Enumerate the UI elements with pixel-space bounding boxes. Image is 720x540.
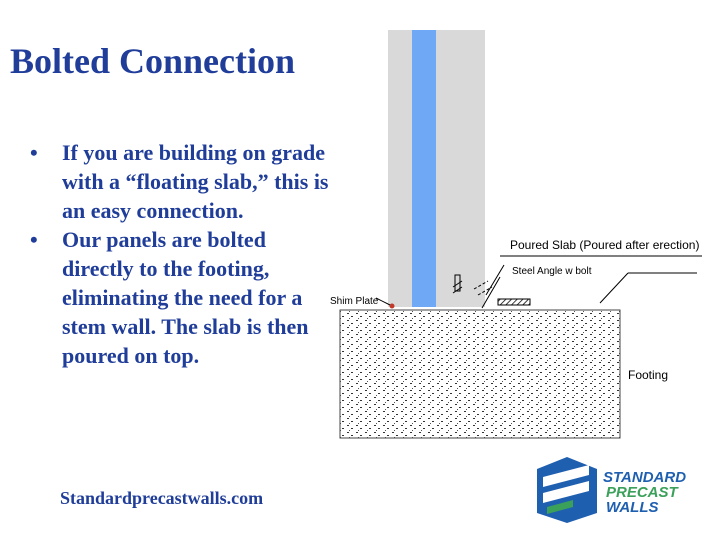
footer-website-link[interactable]: Standardprecastwalls.com <box>60 488 264 508</box>
steel-angle-label: Steel Angle w bolt <box>512 266 592 277</box>
precast-wall-panel <box>388 30 485 307</box>
bolted-connection-diagram <box>310 25 710 445</box>
logo-line-standard: STANDARD <box>603 469 687 486</box>
footing-label: Footing <box>628 368 669 382</box>
bullet-icon: • <box>30 227 38 252</box>
logo-line-walls: WALLS <box>606 499 659 516</box>
shim-plate-icon <box>390 304 395 309</box>
logo-line-precast: PRECAST <box>606 484 678 501</box>
shim-plate-label: Shim Plate <box>330 296 379 307</box>
logo-mark-icon <box>537 457 597 523</box>
bullet-item <box>30 225 330 370</box>
bullet-text: If you are building on grade with a “floating slab,” this is an easy connection. <box>62 140 329 223</box>
footing-block <box>340 310 620 438</box>
bullet-icon: • <box>30 140 38 165</box>
standard-precast-walls-logo <box>533 455 708 525</box>
bullet-item <box>30 138 330 225</box>
bullet-list <box>30 138 330 370</box>
slide-title: Bolted Connection <box>10 41 296 81</box>
bullet-text: Our panels are bolted directly to the footing, eliminating the need for a stem wall. The slab is then poured on top. <box>62 227 309 368</box>
poured-slab-label: Poured Slab (Poured after erection) <box>510 238 700 252</box>
panel-insulation-layer <box>412 30 436 307</box>
